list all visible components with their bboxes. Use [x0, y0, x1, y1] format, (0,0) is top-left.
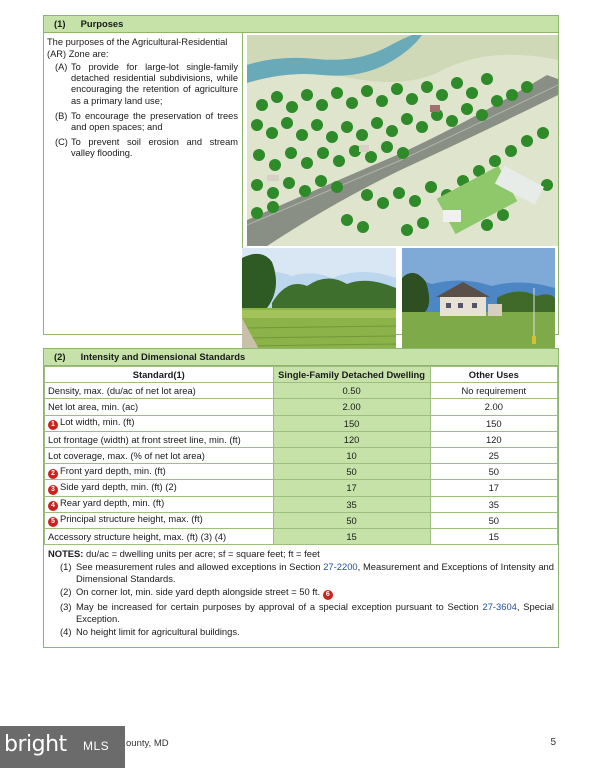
section-link[interactable]: 27-3604 — [482, 601, 517, 613]
table-row — [45, 447, 558, 463]
purposes-title: Purposes — [80, 18, 124, 29]
note-label: (1) — [60, 561, 72, 573]
notes-block — [44, 545, 558, 641]
standard-label: Lot frontage (width) at front street line, min. (ft) — [48, 433, 241, 445]
other-value: 35 — [430, 496, 557, 512]
table-row — [45, 480, 558, 496]
purpose-label: (B) — [55, 110, 68, 121]
standard-cell — [45, 383, 274, 399]
standard-label: Front yard depth, min. (ft) — [60, 464, 166, 476]
standard-label: Lot width, min. (ft) — [60, 416, 135, 428]
notes-intro: du/ac = dwelling units per acre; sf = square feet; ft = feet — [86, 548, 320, 560]
table-row — [45, 496, 558, 512]
note-text-part: See measurement rules and allowed exceptions in Section — [76, 561, 324, 573]
note-item — [48, 626, 554, 638]
table-row — [45, 399, 558, 415]
note-text — [76, 601, 554, 625]
purpose-item — [47, 62, 238, 107]
standards-section — [43, 348, 559, 648]
purposes-list — [47, 62, 238, 160]
standard-cell — [45, 528, 274, 544]
standards-header — [44, 349, 558, 366]
sfd-value: 17 — [273, 480, 430, 496]
standard-cell — [45, 447, 274, 463]
callout-badge: 3 — [48, 485, 58, 495]
purpose-item — [47, 111, 238, 133]
callout-badge: 2 — [48, 469, 58, 479]
standard-label: Net lot area, min. (ac) — [48, 401, 139, 413]
table-header-row — [45, 367, 558, 383]
note-text-part: , Special Exception. — [76, 601, 554, 625]
other-value: 150 — [430, 415, 557, 431]
standard-label: Side yard depth, min. (ft) (2) — [60, 480, 177, 492]
standard-cell — [45, 464, 274, 480]
standard-cell — [45, 415, 274, 431]
purpose-label: (A) — [55, 62, 68, 72]
other-value: 50 — [430, 512, 557, 528]
callout-badge: 5 — [48, 517, 58, 527]
other-value: 15 — [430, 528, 557, 544]
purposes-text — [44, 33, 243, 335]
standard-label: Rear yard depth, min. (ft) — [60, 497, 165, 509]
bright-mls-logo-suffix: MLS — [83, 739, 110, 753]
purpose-item — [47, 137, 238, 159]
standard-cell — [45, 431, 274, 447]
notes-label: NOTES: — [48, 548, 84, 560]
table-row — [45, 528, 558, 544]
other-value: 120 — [430, 431, 557, 447]
sfd-value: 50 — [273, 512, 430, 528]
purposes-number: (1) — [54, 18, 66, 29]
purposes-intro: The purposes of the Agricultural-Residential (AR) Zone are: — [47, 37, 228, 59]
purposes-header — [44, 16, 558, 33]
purposes-section — [43, 15, 559, 335]
sfd-value: 0.50 — [273, 383, 430, 399]
bright-mls-logo: bright — [4, 732, 67, 757]
column-header: Other Uses — [430, 367, 557, 383]
table-row — [45, 512, 558, 528]
callout-badge: 6 — [323, 590, 333, 600]
other-value: 17 — [430, 480, 557, 496]
page-number: 5 — [550, 737, 556, 748]
table-row — [45, 464, 558, 480]
standard-cell — [45, 480, 274, 496]
house-photo-image — [402, 248, 555, 351]
purpose-text: To encourage the preservation of trees and open spaces; and — [71, 110, 238, 133]
column-header: Standard(1) — [45, 367, 274, 383]
aerial-rendering-image — [247, 35, 558, 246]
purpose-text: To prevent soil erosion and stream valley flooding. — [71, 137, 238, 159]
standard-cell — [45, 399, 274, 415]
note-label: (3) — [60, 601, 72, 613]
callout-badge: 1 — [48, 420, 58, 430]
sfd-value: 35 — [273, 496, 430, 512]
sfd-value: 10 — [273, 447, 430, 463]
note-text: No height limit for agricultural buildings. — [76, 626, 240, 638]
standard-label: Principal structure height, max. (ft) — [60, 513, 203, 525]
column-header: Single-Family Detached Dwelling — [273, 367, 430, 383]
note-label: (2) — [60, 586, 72, 598]
footer-county: ounty, MD — [126, 738, 169, 749]
notes-heading — [48, 548, 554, 560]
other-value: 50 — [430, 464, 557, 480]
sfd-value: 15 — [273, 528, 430, 544]
note-text-part: May be increased for certain purposes by approval of a special exception pursuant to Section — [76, 601, 483, 613]
note-text — [76, 561, 554, 585]
table-row — [45, 383, 558, 399]
section-link[interactable]: 27-2200 — [323, 561, 358, 573]
other-value: 25 — [430, 447, 557, 463]
purpose-label: (C) — [55, 137, 68, 148]
note-item — [48, 561, 554, 585]
callout-badge: 4 — [48, 501, 58, 511]
standards-number: (2) — [54, 351, 66, 362]
note-text-part: , Measurement and Exceptions of Intensity and Dimensional Standards. — [76, 561, 554, 585]
standards-title: Intensity and Dimensional Standards — [80, 351, 246, 362]
purposes-images — [244, 33, 559, 335]
note-text-part: On corner lot, min. side yard depth alongside street = 50 ft. — [76, 586, 321, 598]
note-item — [48, 586, 554, 600]
note-label: (4) — [60, 626, 72, 638]
table-row — [45, 431, 558, 447]
note-item — [48, 601, 554, 625]
other-value: 2.00 — [430, 399, 557, 415]
sfd-value: 2.00 — [273, 399, 430, 415]
standard-label: Accessory structure height, max. (ft) (3) (4) — [48, 530, 227, 542]
note-text — [76, 586, 554, 600]
table-row — [45, 415, 558, 431]
standard-cell — [45, 496, 274, 512]
other-value: No requirement — [430, 383, 557, 399]
standard-label: Lot coverage, max. (% of net lot area) — [48, 450, 205, 462]
field-photo-image — [242, 248, 396, 351]
purpose-text: To provide for large-lot single-family detached residential subdivisions, while encouraging the retention of agriculture as a primary land use; — [71, 62, 238, 106]
standard-cell — [45, 512, 274, 528]
sfd-value: 150 — [273, 415, 430, 431]
standard-label: Density, max. (du/ac of net lot area) — [48, 385, 196, 397]
sfd-value: 120 — [273, 431, 430, 447]
sfd-value: 50 — [273, 464, 430, 480]
standards-table — [44, 366, 558, 545]
